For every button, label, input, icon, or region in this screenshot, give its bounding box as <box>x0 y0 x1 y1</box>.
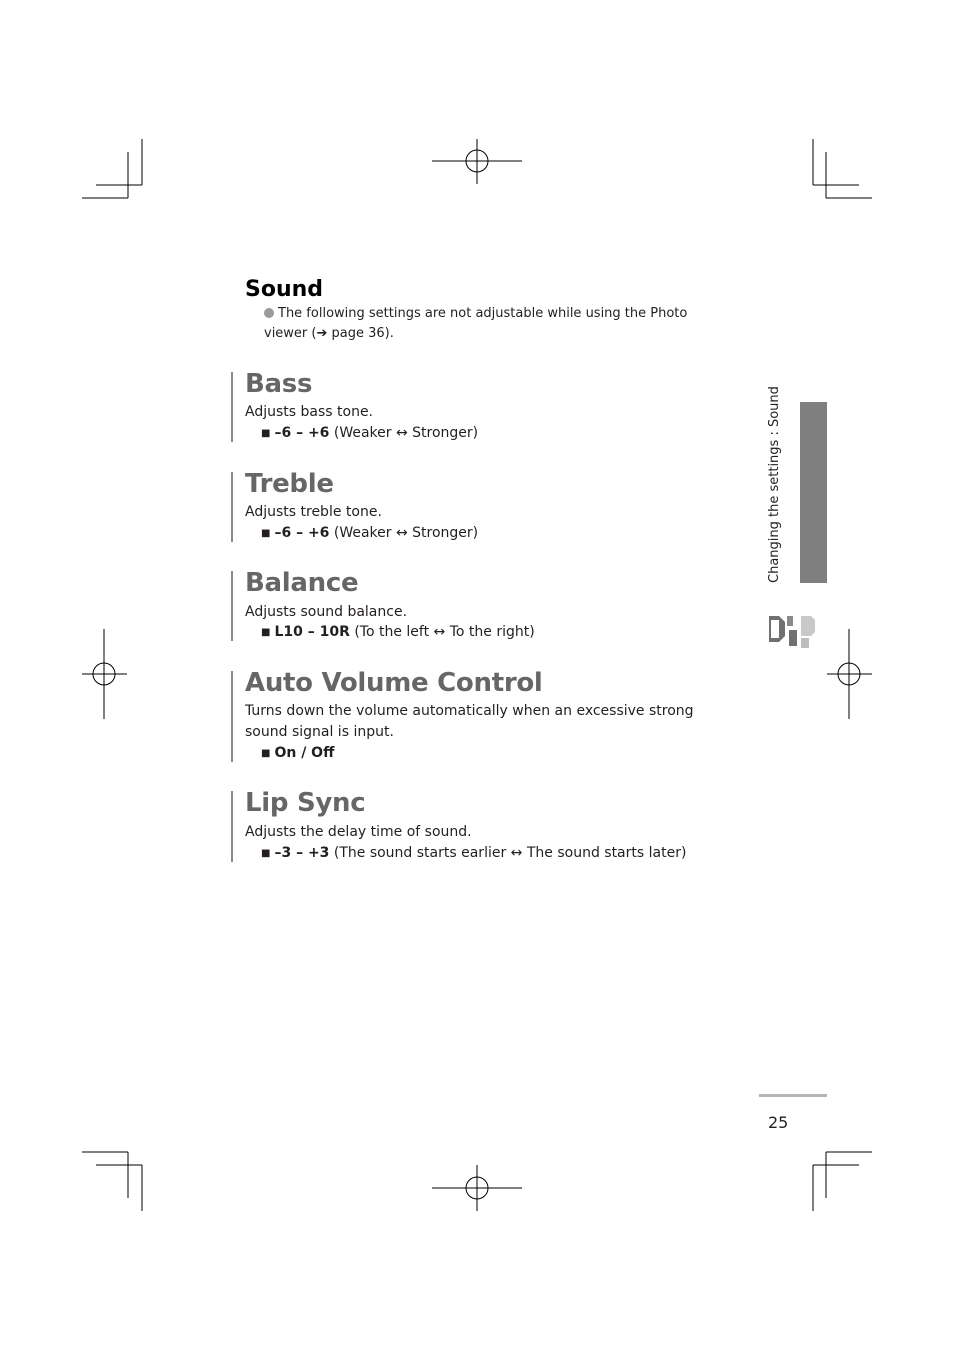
setting-description-treble: Adjusts treble tone. <box>245 504 382 520</box>
option-detail: (To the left ↔ To the right) <box>354 624 535 640</box>
option-range: –6 – +6 <box>274 525 330 541</box>
setting-heading-lip-sync: Lip Sync <box>245 788 366 818</box>
option-detail: (Weaker ↔ Stronger) <box>333 425 479 441</box>
bullet-dot-icon <box>264 308 274 318</box>
section-bar <box>231 472 233 542</box>
setting-heading-bass: Bass <box>245 369 313 399</box>
section-note <box>264 304 734 344</box>
setting-option-lip-sync <box>261 843 686 864</box>
option-range: On / Off <box>274 745 335 761</box>
square-bullet-icon: ■ <box>261 627 271 638</box>
section-note-text: The following settings are not adjustable while using the Photo viewer (➔ page 36). <box>264 306 688 341</box>
setting-description-bass: Adjusts bass tone. <box>245 404 374 420</box>
section-bar <box>231 791 233 862</box>
setting-option-balance <box>261 622 535 643</box>
square-bullet-icon: ■ <box>261 428 271 439</box>
setting-heading-balance: Balance <box>245 568 359 598</box>
setting-heading-auto-volume-control: Auto Volume Control <box>245 668 543 698</box>
setting-description-auto-volume-control: Turns down the volume automatically when an excessive strong sound signal is input. <box>245 703 694 740</box>
option-range: L10 – 10R <box>274 624 350 640</box>
square-bullet-icon: ■ <box>261 748 271 759</box>
side-tab <box>800 402 827 583</box>
speaker-icon <box>767 612 823 652</box>
setting-option-treble <box>261 523 478 544</box>
option-range: –6 – +6 <box>274 425 330 441</box>
section-title: Sound <box>245 277 324 302</box>
option-detail: (Weaker ↔ Stronger) <box>333 525 479 541</box>
setting-description-lip-sync: Adjusts the delay time of sound. <box>245 824 472 840</box>
side-tab-label: Changing the settings : Sound <box>767 386 782 583</box>
setting-option-auto-volume-control <box>261 743 334 764</box>
page-number: 25 <box>768 1113 789 1132</box>
square-bullet-icon: ■ <box>261 528 271 539</box>
section-bar <box>231 571 233 641</box>
square-bullet-icon: ■ <box>261 848 271 859</box>
option-range: –3 – +3 <box>274 845 330 861</box>
setting-heading-treble: Treble <box>245 469 334 499</box>
page-number-rule <box>759 1094 827 1097</box>
section-bar <box>231 671 233 762</box>
setting-option-bass <box>261 423 478 444</box>
setting-description-balance: Adjusts sound balance. <box>245 604 408 620</box>
option-detail: (The sound starts earlier ↔ The sound starts later) <box>333 845 687 861</box>
section-bar <box>231 372 233 442</box>
